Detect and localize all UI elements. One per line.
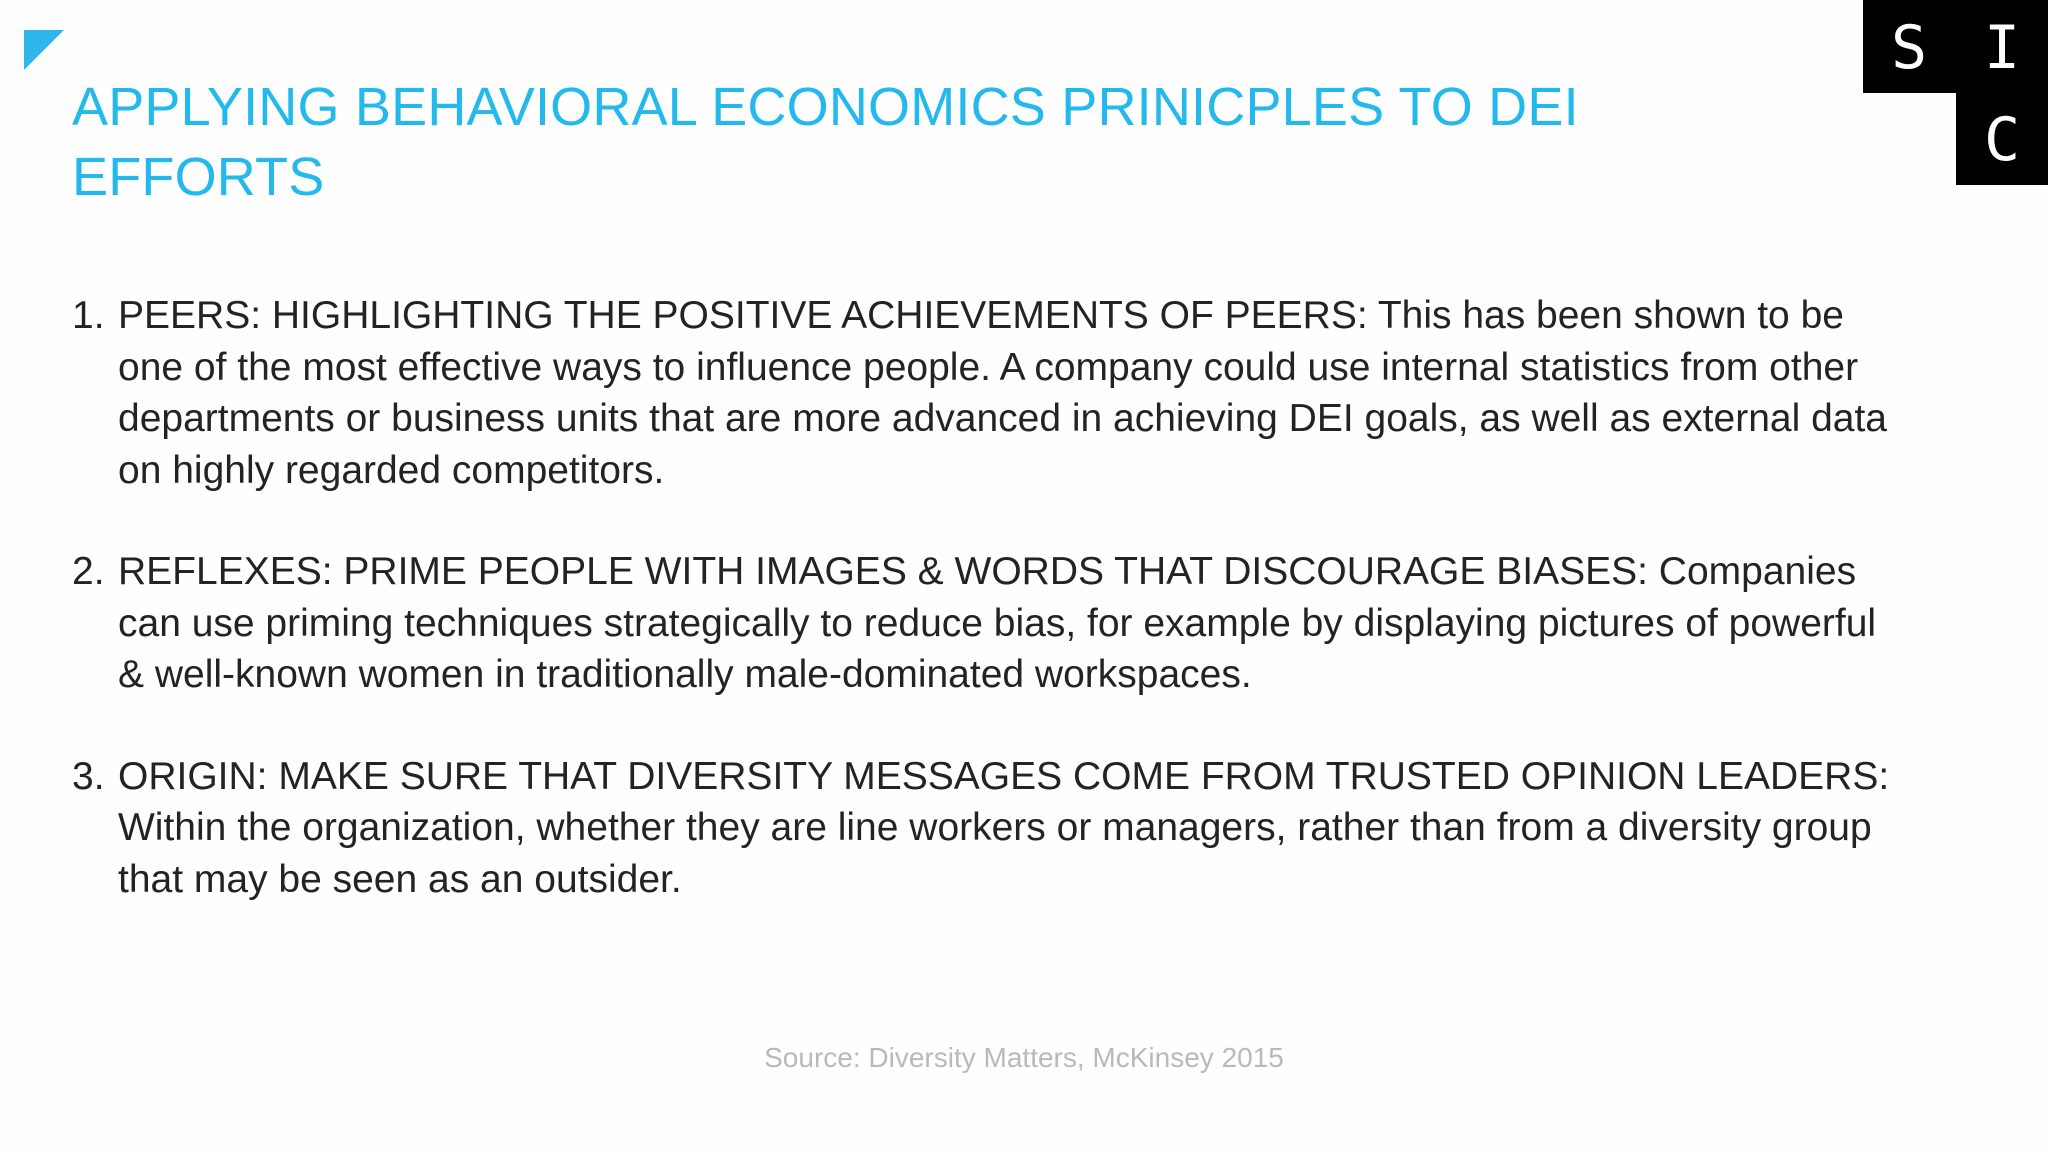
corner-triangle-icon [24,30,64,70]
principle-text: ORIGIN: MAKE SURE THAT DIVERSITY MESSAGES COME FROM TRUSTED OPINION LEADERS: Within the organization, whether they are line workers or managers, rather than from a diversity group that may be seen as an outsider. [118,754,1890,901]
principle-item-peers [72,290,1892,496]
logo-letter-i: I [1983,13,2021,83]
slide-title-line-2: EFFORTS [72,147,325,207]
sic-logo [1863,0,2048,185]
principle-item-origin [72,751,1892,906]
principle-text: REFLEXES: PRIME PEOPLE WITH IMAGES & WORDS THAT DISCOURAGE BIASES: Companies can use priming techniques strategically to reduce bias, for example by displaying pictures of powerful & well-known women in traditionally male-dominated workspaces. [118,550,1877,696]
principle-item-reflexes [72,546,1892,701]
slide-title [72,72,1672,212]
principle-text: PEERS: HIGHLIGHTING THE POSITIVE ACHIEVEMENTS OF PEERS: This has been shown to be one of the most effective ways to influence people. A company could use internal statistics from other departments or business units that are more advanced in achieving DEI goals, as well as external data on highly regarded competitors. [118,294,1887,492]
logo-letter-c: C [1983,105,2021,175]
principles-list [72,290,1892,955]
principle-number: 2. [72,550,105,593]
slide-title-line-1: APPLYING BEHAVIORAL ECONOMICS PRINICPLES TO DEI [72,77,1579,137]
logo-letter-s: S [1890,13,1928,83]
principle-number: 3. [72,754,105,798]
source-citation: Source: Diversity Matters, McKinsey 2015 [764,1042,1284,1073]
principle-number: 1. [72,294,105,337]
